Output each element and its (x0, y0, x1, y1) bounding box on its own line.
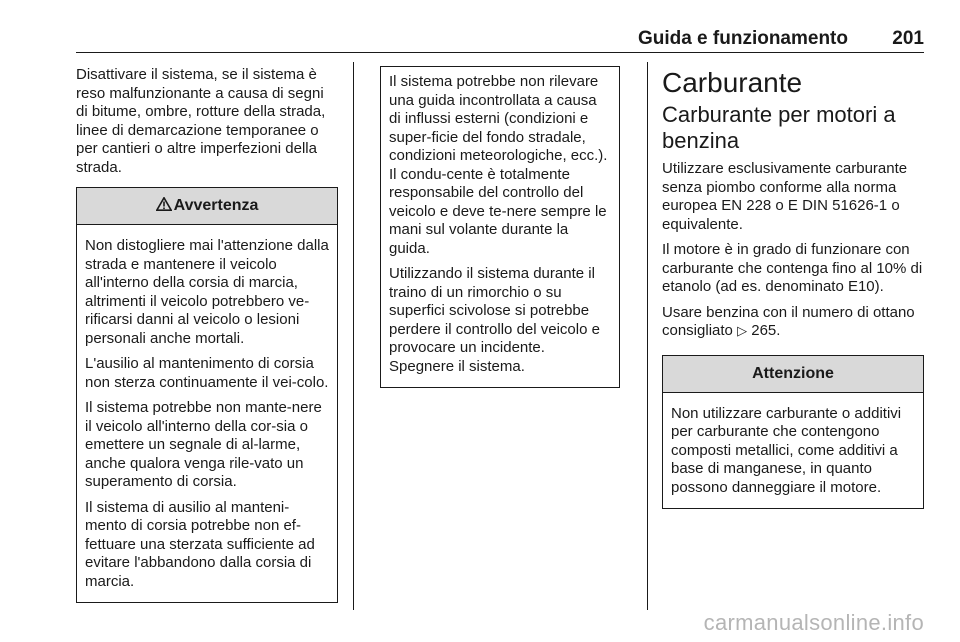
column-divider (353, 62, 354, 610)
subsection-title: Carburante per motori a benzina (662, 102, 896, 153)
attention-body (663, 393, 923, 509)
warning-continued-box (380, 66, 620, 388)
warning-paragraph: Il sistema potrebbe non rilevare una guida incontrollata a causa di influssi esterni (condizioni e super-ficie del fondo stradale, condizioni meteorologiche, ecc.). Il condu-cente è totalmente responsabile del controllo del veicolo e deve te-nere sempre le mani sul volante durante la guida. (389, 73, 608, 257)
warning-continued-body (381, 67, 619, 387)
warning-paragraph: Il sistema potrebbe non mante-nere il veicolo all'interno della cor-sia o emettere un segnale di al-larme, anche qualora venga rile-vato un superamento di corsia. (85, 399, 322, 490)
section-title: Carburante (662, 67, 803, 98)
warning-title: Avvertenza (173, 197, 259, 214)
warning-triangle-icon (156, 197, 172, 211)
warning-body (77, 225, 337, 602)
attention-paragraph: Non utilizzare carburante o additivi per carburante che contengono composti metallici, come additivi a base di manganese, in quanto possono danneggiare il motore. (671, 404, 902, 496)
column-middle (380, 66, 620, 388)
column-left (76, 66, 338, 603)
watermark-text: carmanualsonline.info (703, 610, 924, 635)
warning-paragraph: Il sistema di ausilio al manteni-mento di corsia potrebbe non ef-fettuare una sterzata sufficiente ad evitare l'abbandono dalla corsia di marcia. (85, 498, 315, 590)
warning-paragraph: L'ausilio al mantenimento di corsia non sterza continuamente il vei-colo. (85, 355, 329, 391)
warning-header (77, 188, 337, 225)
attention-box (662, 355, 924, 510)
chapter-title: Guida e funzionamento (637, 28, 848, 49)
column-right (662, 66, 924, 509)
warning-paragraph: Non distogliere mai l'attenzione dalla strada e mantenere il veicolo all'interno della corsia di marcia, altrimenti il veicolo potrebbero ve-rificarsi danni al veicolo o lesioni personali anche mortali. (85, 237, 329, 347)
column-divider (647, 62, 648, 610)
reference-text: Usare benzina con il numero di ottano consigliato (662, 303, 915, 339)
warning-paragraph: Utilizzando il sistema durante il traino di un rimorchio o su superfici scivolose si potrebbe perdere il controllo del veicolo e provocare un incidente. Spegnere il sistema. (389, 265, 600, 375)
body-paragraph: Il motore è in grado di funzionare con carburante che contenga fino al 10% di etanolo (ad es. denominato E10). (662, 241, 923, 295)
body-paragraph: Utilizzare esclusivamente carburante senza piombo conforme alla norma europea EN 228 o E DIN 51626-1 o equivalente. (662, 160, 908, 233)
page-header (76, 22, 924, 53)
arrow-reference-icon: ▷ (737, 323, 748, 338)
page-number: 201 (892, 28, 924, 49)
attention-header: Attenzione (663, 356, 923, 393)
body-paragraph-with-reference (662, 304, 924, 341)
warning-box (76, 187, 338, 603)
intro-paragraph: Disattivare il sistema, se il sistema è reso malfunzionante a causa di segni di bitume, ombre, rotture della strada, linee di demarcazione temporanee o per cantieri o altre imperfezioni della strada. (76, 66, 326, 176)
reference-page-link[interactable]: 265. (751, 322, 781, 339)
